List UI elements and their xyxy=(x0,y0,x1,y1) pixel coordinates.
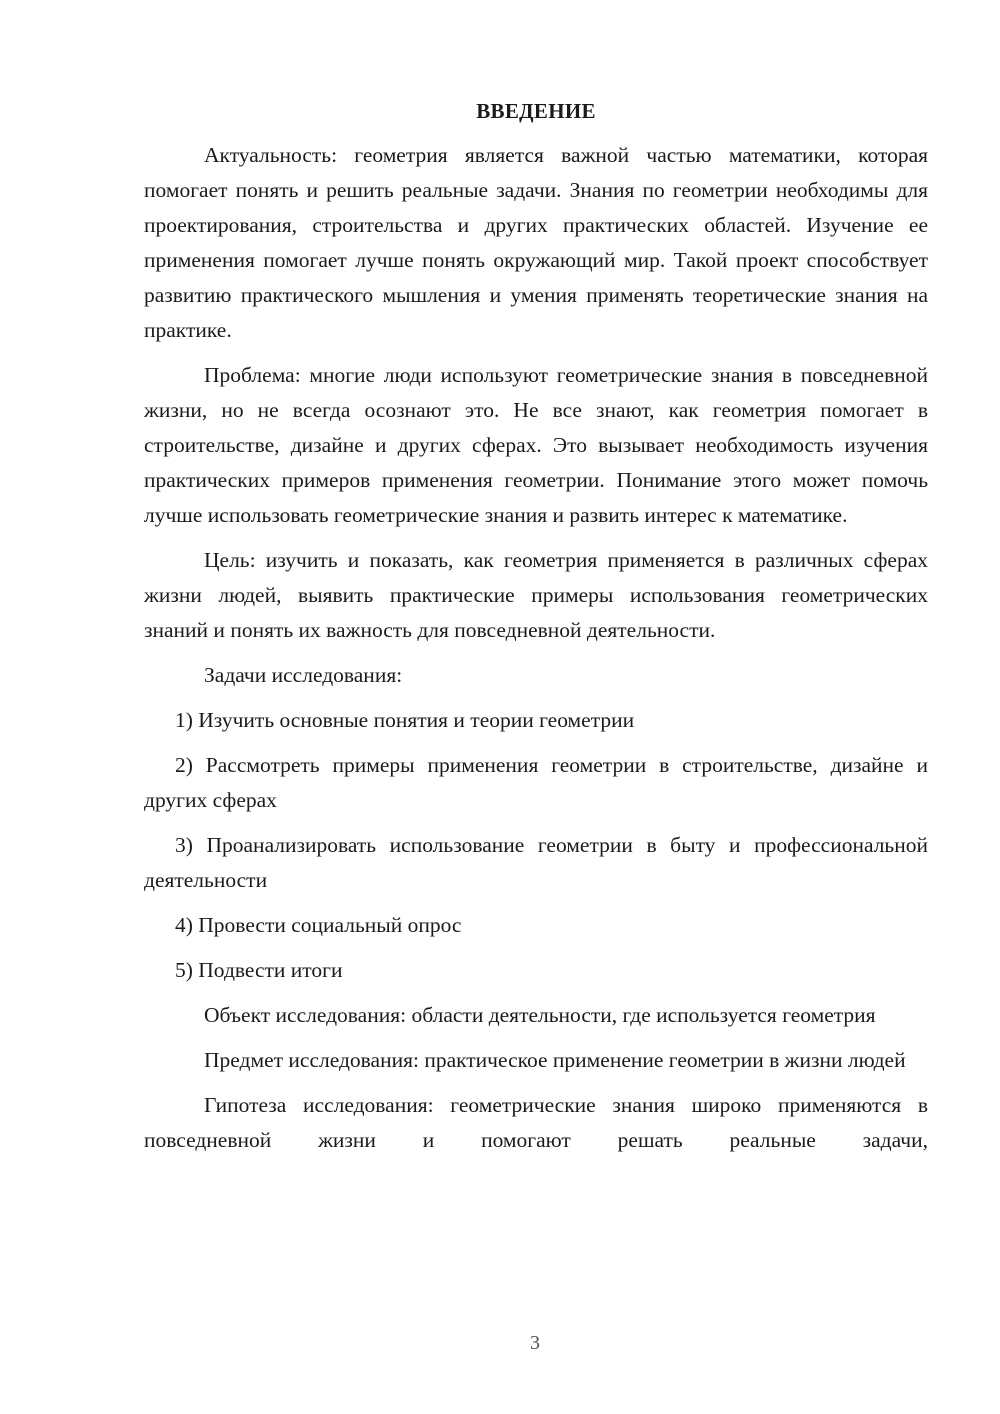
page-title: ВВЕДЕНИЕ xyxy=(476,99,596,123)
paragraph-subject: Предмет исследования: практическое применение геометрии в жизни людей xyxy=(204,1048,906,1072)
document-page xyxy=(144,96,928,1168)
paragraph-relevance: Актуальность: геометрия является важной частью математики, которая помогает понять и решить реальные задачи. Знания по геометрии необходимы для проектирования, строительства и других практических областей. Изучение ее применения помогает лучше понять окружающий мир. Такой проект способствует развитию практического мышления и умения применять теоретические знания на практике. xyxy=(144,143,928,342)
task-item-4: 4) Провести социальный опрос xyxy=(175,913,462,937)
paragraph-hypothesis: Гипотеза исследования: геометрические знания широко применяются в повседневной жизни и помогают решать реальные задачи, xyxy=(144,1093,928,1152)
task-item-5: 5) Подвести итоги xyxy=(175,958,343,982)
tasks-heading: Задачи исследования: xyxy=(204,663,403,687)
task-item-2: 2) Рассмотреть примеры применения геометрии в строительстве, дизайне и других сферах xyxy=(144,753,928,812)
task-item-3: 3) Проанализировать использование геометрии в быту и профессиональной деятельности xyxy=(144,833,928,892)
paragraph-object: Объект исследования: области деятельности, где используется геометрия xyxy=(204,1003,876,1027)
task-item-1: 1) Изучить основные понятия и теории геометрии xyxy=(175,708,635,732)
page-number: 3 xyxy=(530,1332,540,1354)
paragraph-problem: Проблема: многие люди используют геометрические знания в повседневной жизни, но не всегда осознают это. Не все знают, как геометрия помогает в строительстве, дизайне и других сферах. Это вызывает необходимость изучения практических примеров применения геометрии. Понимание этого может помочь лучше использовать геометрические знания и развить интерес к математике. xyxy=(144,363,928,527)
paragraph-goal: Цель: изучить и показать, как геометрия применяется в различных сферах жизни людей, выявить практические примеры использования геометрических знаний и понять их важность для повседневной деятельности. xyxy=(144,548,928,642)
